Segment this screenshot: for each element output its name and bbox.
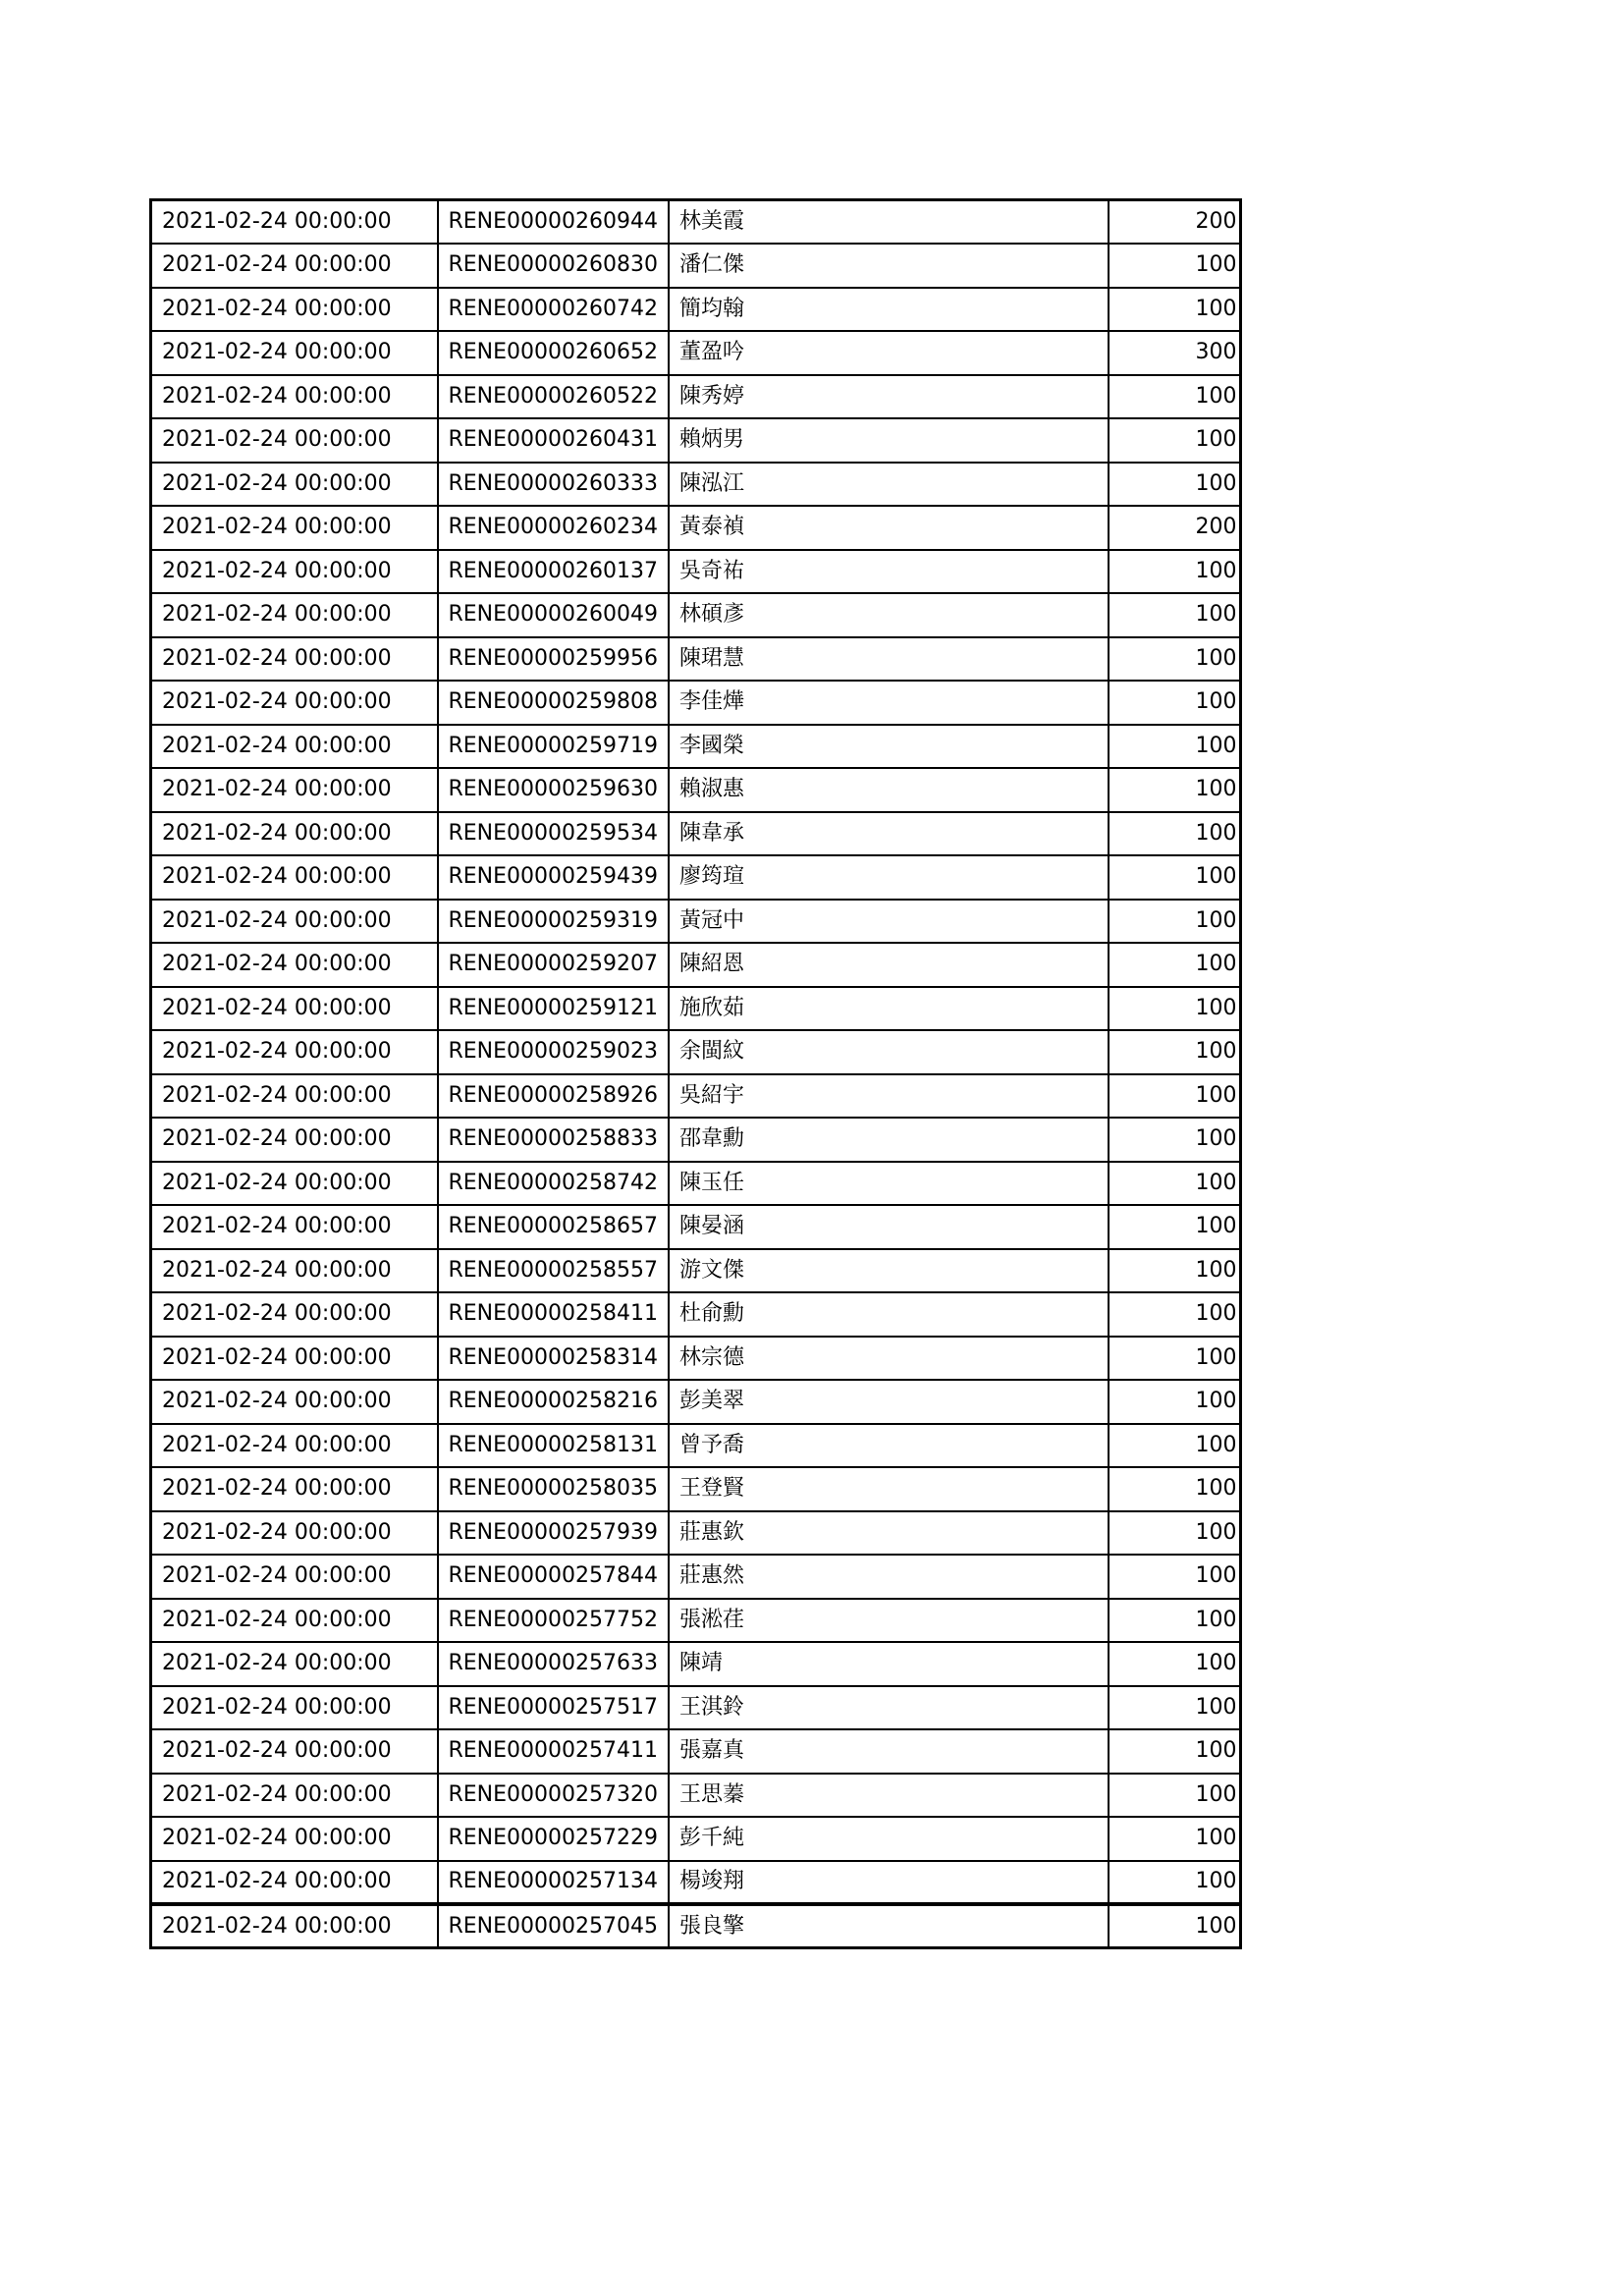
table-row (151, 1118, 1241, 1162)
date-cell: 2021-02-24 00:00:00 (151, 1030, 438, 1074)
table-row (151, 1861, 1241, 1905)
amount-cell: 100 (1109, 1162, 1240, 1206)
table-row (151, 681, 1241, 725)
date-cell: 2021-02-24 00:00:00 (151, 288, 438, 332)
table-row (151, 1337, 1241, 1381)
amount-cell: 300 (1109, 331, 1240, 375)
date-cell: 2021-02-24 00:00:00 (151, 463, 438, 507)
table-row (151, 506, 1241, 550)
amount-cell: 100 (1109, 1380, 1240, 1424)
table-row (151, 812, 1241, 856)
table-row (151, 1249, 1241, 1293)
table-row (151, 244, 1241, 288)
record-id-cell: RENE00000257134 (438, 1861, 670, 1905)
table-row (151, 1642, 1241, 1686)
record-id-cell: RENE00000258742 (438, 1162, 670, 1206)
table-row (151, 1599, 1241, 1643)
amount-cell: 100 (1109, 1337, 1240, 1381)
date-cell: 2021-02-24 00:00:00 (151, 855, 438, 900)
amount-cell: 100 (1109, 900, 1240, 944)
record-id-cell: RENE00000260742 (438, 288, 670, 332)
amount-cell: 100 (1109, 1642, 1240, 1686)
donor-name-cell: 陳晏涵 (669, 1205, 1109, 1249)
donor-name-cell: 王登賢 (669, 1467, 1109, 1511)
record-id-cell: RENE00000259808 (438, 681, 670, 725)
donor-name-cell: 余閩紋 (669, 1030, 1109, 1074)
record-id-cell: RENE00000257045 (438, 1904, 670, 1948)
donor-name-cell: 陳韋承 (669, 812, 1109, 856)
amount-cell: 100 (1109, 812, 1240, 856)
record-id-cell: RENE00000260137 (438, 550, 670, 594)
donor-name-cell: 廖筠瑄 (669, 855, 1109, 900)
record-id-cell: RENE00000258131 (438, 1424, 670, 1468)
donor-name-cell: 吳奇祐 (669, 550, 1109, 594)
record-id-cell: RENE00000260652 (438, 331, 670, 375)
donor-name-cell: 張嘉真 (669, 1729, 1109, 1774)
table-row (151, 331, 1241, 375)
date-cell: 2021-02-24 00:00:00 (151, 506, 438, 550)
date-cell: 2021-02-24 00:00:00 (151, 1686, 438, 1730)
donor-name-cell: 張良擎 (669, 1904, 1109, 1948)
amount-cell: 100 (1109, 1205, 1240, 1249)
date-cell: 2021-02-24 00:00:00 (151, 1249, 438, 1293)
table-row (151, 418, 1241, 463)
record-id-cell: RENE00000258833 (438, 1118, 670, 1162)
amount-cell: 100 (1109, 1118, 1240, 1162)
donor-name-cell: 李佳燁 (669, 681, 1109, 725)
table-row (151, 593, 1241, 637)
date-cell: 2021-02-24 00:00:00 (151, 637, 438, 682)
amount-cell: 200 (1109, 200, 1240, 245)
record-id-cell: RENE00000259121 (438, 987, 670, 1031)
date-cell: 2021-02-24 00:00:00 (151, 593, 438, 637)
amount-cell: 100 (1109, 593, 1240, 637)
record-id-cell: RENE00000259956 (438, 637, 670, 682)
record-id-cell: RENE00000260431 (438, 418, 670, 463)
donor-name-cell: 彭美翠 (669, 1380, 1109, 1424)
date-cell: 2021-02-24 00:00:00 (151, 1774, 438, 1818)
donor-name-cell: 賴淑惠 (669, 768, 1109, 812)
table-row (151, 288, 1241, 332)
date-cell: 2021-02-24 00:00:00 (151, 200, 438, 245)
donor-name-cell: 王淇鈴 (669, 1686, 1109, 1730)
amount-cell: 100 (1109, 681, 1240, 725)
table-row (151, 1729, 1241, 1774)
amount-cell: 100 (1109, 418, 1240, 463)
amount-cell: 100 (1109, 1511, 1240, 1556)
amount-cell: 100 (1109, 1599, 1240, 1643)
table-row (151, 725, 1241, 769)
amount-cell: 100 (1109, 463, 1240, 507)
amount-cell: 100 (1109, 768, 1240, 812)
donor-name-cell: 簡均翰 (669, 288, 1109, 332)
donor-name-cell: 賴炳男 (669, 418, 1109, 463)
amount-cell: 100 (1109, 855, 1240, 900)
donor-name-cell: 曾予喬 (669, 1424, 1109, 1468)
amount-cell: 100 (1109, 1424, 1240, 1468)
date-cell: 2021-02-24 00:00:00 (151, 1205, 438, 1249)
table-row (151, 900, 1241, 944)
amount-cell: 100 (1109, 1292, 1240, 1337)
record-id-cell: RENE00000260234 (438, 506, 670, 550)
donation-table (149, 198, 1242, 1949)
amount-cell: 100 (1109, 1817, 1240, 1861)
donor-name-cell: 李國榮 (669, 725, 1109, 769)
donor-name-cell: 林宗德 (669, 1337, 1109, 1381)
record-id-cell: RENE00000258314 (438, 1337, 670, 1381)
table-row (151, 1205, 1241, 1249)
date-cell: 2021-02-24 00:00:00 (151, 1074, 438, 1119)
donor-name-cell: 莊惠然 (669, 1555, 1109, 1599)
record-id-cell: RENE00000258657 (438, 1205, 670, 1249)
donor-name-cell: 黃泰禎 (669, 506, 1109, 550)
record-id-cell: RENE00000257939 (438, 1511, 670, 1556)
donor-name-cell: 邵韋勳 (669, 1118, 1109, 1162)
donor-name-cell: 林美霞 (669, 200, 1109, 245)
amount-cell: 100 (1109, 1030, 1240, 1074)
table-row (151, 375, 1241, 419)
table-row (151, 463, 1241, 507)
amount-cell: 100 (1109, 1074, 1240, 1119)
amount-cell: 100 (1109, 637, 1240, 682)
record-id-cell: RENE00000259630 (438, 768, 670, 812)
date-cell: 2021-02-24 00:00:00 (151, 681, 438, 725)
record-id-cell: RENE00000257517 (438, 1686, 670, 1730)
date-cell: 2021-02-24 00:00:00 (151, 1904, 438, 1948)
donor-name-cell: 陳秀婷 (669, 375, 1109, 419)
record-id-cell: RENE00000257320 (438, 1774, 670, 1818)
date-cell: 2021-02-24 00:00:00 (151, 331, 438, 375)
table-row (151, 855, 1241, 900)
donor-name-cell: 莊惠欽 (669, 1511, 1109, 1556)
donor-name-cell: 陳珺慧 (669, 637, 1109, 682)
table-row (151, 1467, 1241, 1511)
record-id-cell: RENE00000257752 (438, 1599, 670, 1643)
donor-name-cell: 游文傑 (669, 1249, 1109, 1293)
table-row (151, 1904, 1241, 1948)
table-row (151, 200, 1241, 245)
amount-cell: 100 (1109, 987, 1240, 1031)
donor-name-cell: 彭千純 (669, 1817, 1109, 1861)
date-cell: 2021-02-24 00:00:00 (151, 550, 438, 594)
date-cell: 2021-02-24 00:00:00 (151, 1292, 438, 1337)
date-cell: 2021-02-24 00:00:00 (151, 1467, 438, 1511)
date-cell: 2021-02-24 00:00:00 (151, 1424, 438, 1468)
table-row (151, 1074, 1241, 1119)
record-id-cell: RENE00000258557 (438, 1249, 670, 1293)
date-cell: 2021-02-24 00:00:00 (151, 1729, 438, 1774)
record-id-cell: RENE00000260049 (438, 593, 670, 637)
record-id-cell: RENE00000260830 (438, 244, 670, 288)
donor-name-cell: 陳紹恩 (669, 943, 1109, 987)
table-row (151, 1162, 1241, 1206)
amount-cell: 100 (1109, 943, 1240, 987)
amount-cell: 100 (1109, 1686, 1240, 1730)
amount-cell: 100 (1109, 550, 1240, 594)
record-id-cell: RENE00000260522 (438, 375, 670, 419)
amount-cell: 100 (1109, 1249, 1240, 1293)
record-id-cell: RENE00000258411 (438, 1292, 670, 1337)
amount-cell: 100 (1109, 1904, 1240, 1948)
record-id-cell: RENE00000259207 (438, 943, 670, 987)
date-cell: 2021-02-24 00:00:00 (151, 1861, 438, 1905)
donor-name-cell: 陳泓江 (669, 463, 1109, 507)
date-cell: 2021-02-24 00:00:00 (151, 244, 438, 288)
record-id-cell: RENE00000259319 (438, 900, 670, 944)
amount-cell: 100 (1109, 1467, 1240, 1511)
table-row (151, 987, 1241, 1031)
donor-name-cell: 黃冠中 (669, 900, 1109, 944)
donor-name-cell: 吳紹宇 (669, 1074, 1109, 1119)
date-cell: 2021-02-24 00:00:00 (151, 1599, 438, 1643)
donor-name-cell: 杜俞勳 (669, 1292, 1109, 1337)
date-cell: 2021-02-24 00:00:00 (151, 1642, 438, 1686)
amount-cell: 100 (1109, 375, 1240, 419)
record-id-cell: RENE00000257844 (438, 1555, 670, 1599)
date-cell: 2021-02-24 00:00:00 (151, 1555, 438, 1599)
table-row (151, 1030, 1241, 1074)
date-cell: 2021-02-24 00:00:00 (151, 1337, 438, 1381)
donor-name-cell: 陳玉任 (669, 1162, 1109, 1206)
table-row (151, 1424, 1241, 1468)
table-row (151, 1817, 1241, 1861)
date-cell: 2021-02-24 00:00:00 (151, 768, 438, 812)
donor-name-cell: 潘仁傑 (669, 244, 1109, 288)
date-cell: 2021-02-24 00:00:00 (151, 900, 438, 944)
date-cell: 2021-02-24 00:00:00 (151, 1380, 438, 1424)
record-id-cell: RENE00000259439 (438, 855, 670, 900)
amount-cell: 200 (1109, 506, 1240, 550)
donor-name-cell: 施欣茹 (669, 987, 1109, 1031)
date-cell: 2021-02-24 00:00:00 (151, 375, 438, 419)
table-row (151, 1555, 1241, 1599)
record-id-cell: RENE00000259534 (438, 812, 670, 856)
amount-cell: 100 (1109, 288, 1240, 332)
record-id-cell: RENE00000257633 (438, 1642, 670, 1686)
amount-cell: 100 (1109, 1774, 1240, 1818)
amount-cell: 100 (1109, 244, 1240, 288)
record-id-cell: RENE00000259719 (438, 725, 670, 769)
table-row (151, 550, 1241, 594)
amount-cell: 100 (1109, 1729, 1240, 1774)
date-cell: 2021-02-24 00:00:00 (151, 812, 438, 856)
amount-cell: 100 (1109, 725, 1240, 769)
table-row (151, 637, 1241, 682)
donor-name-cell: 楊竣翔 (669, 1861, 1109, 1905)
table-row (151, 1686, 1241, 1730)
donor-name-cell: 陳靖 (669, 1642, 1109, 1686)
record-id-cell: RENE00000260944 (438, 200, 670, 245)
table-row (151, 943, 1241, 987)
date-cell: 2021-02-24 00:00:00 (151, 725, 438, 769)
donor-name-cell: 王思蓁 (669, 1774, 1109, 1818)
table-row (151, 1774, 1241, 1818)
table-row (151, 1380, 1241, 1424)
donor-name-cell: 林碩彥 (669, 593, 1109, 637)
record-id-cell: RENE00000258035 (438, 1467, 670, 1511)
record-id-cell: RENE00000259023 (438, 1030, 670, 1074)
date-cell: 2021-02-24 00:00:00 (151, 418, 438, 463)
date-cell: 2021-02-24 00:00:00 (151, 1118, 438, 1162)
record-id-cell: RENE00000260333 (438, 463, 670, 507)
date-cell: 2021-02-24 00:00:00 (151, 987, 438, 1031)
donor-name-cell: 董盈吟 (669, 331, 1109, 375)
amount-cell: 100 (1109, 1861, 1240, 1905)
donor-name-cell: 張淞荏 (669, 1599, 1109, 1643)
date-cell: 2021-02-24 00:00:00 (151, 1162, 438, 1206)
table-row (151, 768, 1241, 812)
record-id-cell: RENE00000257411 (438, 1729, 670, 1774)
table-row (151, 1511, 1241, 1556)
record-id-cell: RENE00000258216 (438, 1380, 670, 1424)
date-cell: 2021-02-24 00:00:00 (151, 1817, 438, 1861)
table-row (151, 1292, 1241, 1337)
amount-cell: 100 (1109, 1555, 1240, 1599)
record-id-cell: RENE00000257229 (438, 1817, 670, 1861)
record-id-cell: RENE00000258926 (438, 1074, 670, 1119)
table-body (151, 200, 1241, 1948)
date-cell: 2021-02-24 00:00:00 (151, 943, 438, 987)
date-cell: 2021-02-24 00:00:00 (151, 1511, 438, 1556)
